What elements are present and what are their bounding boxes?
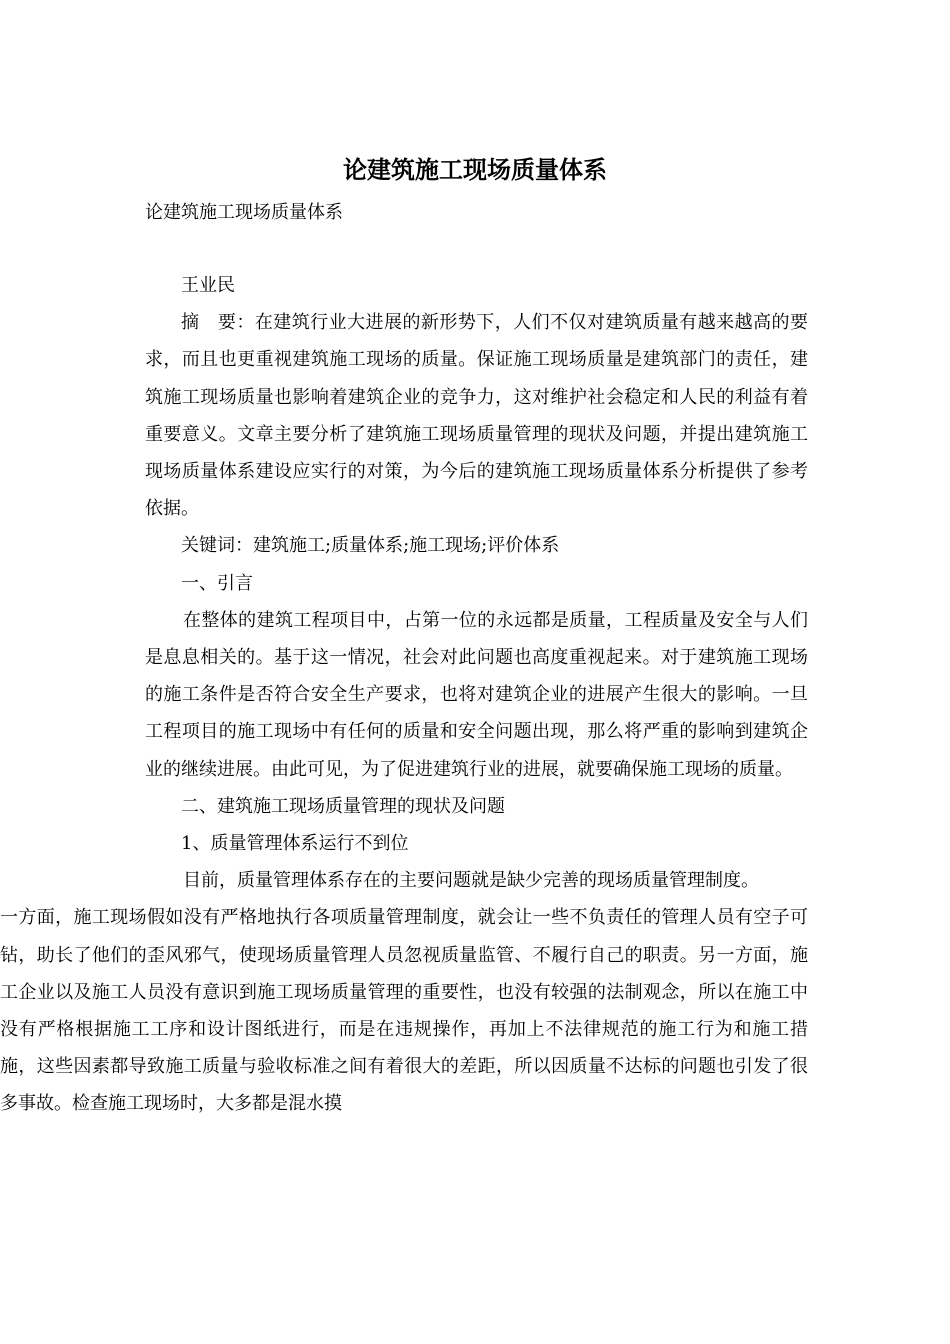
subsection-1-paragraph-first-line: 目前，质量管理体系存在的主要问题就是缺少完善的现场质量管理制度。	[183, 870, 759, 892]
author-name: 王业民	[181, 275, 235, 296]
section-heading-introduction: 一、引言	[181, 572, 253, 594]
section-heading-status: 二、建筑施工现场质量管理的现状及问题	[181, 795, 505, 817]
abstract-paragraph: 摘 要：在建筑行业大进展的新形势下，人们不仅对建筑质量有越来越高的要求，而且也更重视建筑施工现场的质量。保证施工现场质量是建筑部门的责任，建筑施工现场质量也影响着建筑企业的竞争力，这对维护社会稳定和人民的利益有着重要意义。文章主要分析了建筑施工现场质量管理的现状及问题，并提出建筑施工现场质量体系建设应实行的对策，为今后的建筑施工现场质量体系分析提供了参考依据。	[145, 312, 808, 520]
document-title: 论建筑施工现场质量体系	[343, 155, 607, 184]
keywords-line: 关键词：建筑施工;质量体系;施工现场;评价体系	[181, 535, 560, 557]
subsection-1-paragraph-continued: 一方面，施工现场假如没有严格地执行各项质量管理制度，就会让一些不负责任的管理人员有空子可钻，助长了他们的歪风邪气，使现场质量管理人员忽视质量监管、不履行自己的职责。另一方面，施工企业以及施工人员没有意识到施工现场质量管理的重要性，也没有较强的法制观念，所以在施工中没有严格根据施工工序和设计图纸进行，而是在违规操作，再加上不法律规范的施工行为和施工措施，这些因素都导致施工质量与验收标准之间有着很大的差距，所以因质量不达标的问题也引发了很多事故。检查施工现场时，大多都是混水摸	[0, 907, 808, 1115]
document-body	[0, 267, 808, 1123]
document-subtitle: 论建筑施工现场质量体系	[145, 202, 343, 223]
subsection-heading-1: 1、质量管理体系运行不到位	[181, 833, 409, 855]
introduction-paragraph: 在整体的建筑工程项目中，占第一位的永远都是质量，工程质量及安全与人们是息息相关的。基于这一情况，社会对此问题也高度重视起来。对于建筑施工现场的施工条件是否符合安全生产要求，也将对建筑企业的进展产生很大的影响。一旦工程项目的施工现场中有任何的质量和安全问题出现，那么将严重的影响到建筑企业的继续进展。由此可见，为了促进建筑行业的进展，就要确保施工现场的质量。	[145, 609, 808, 780]
